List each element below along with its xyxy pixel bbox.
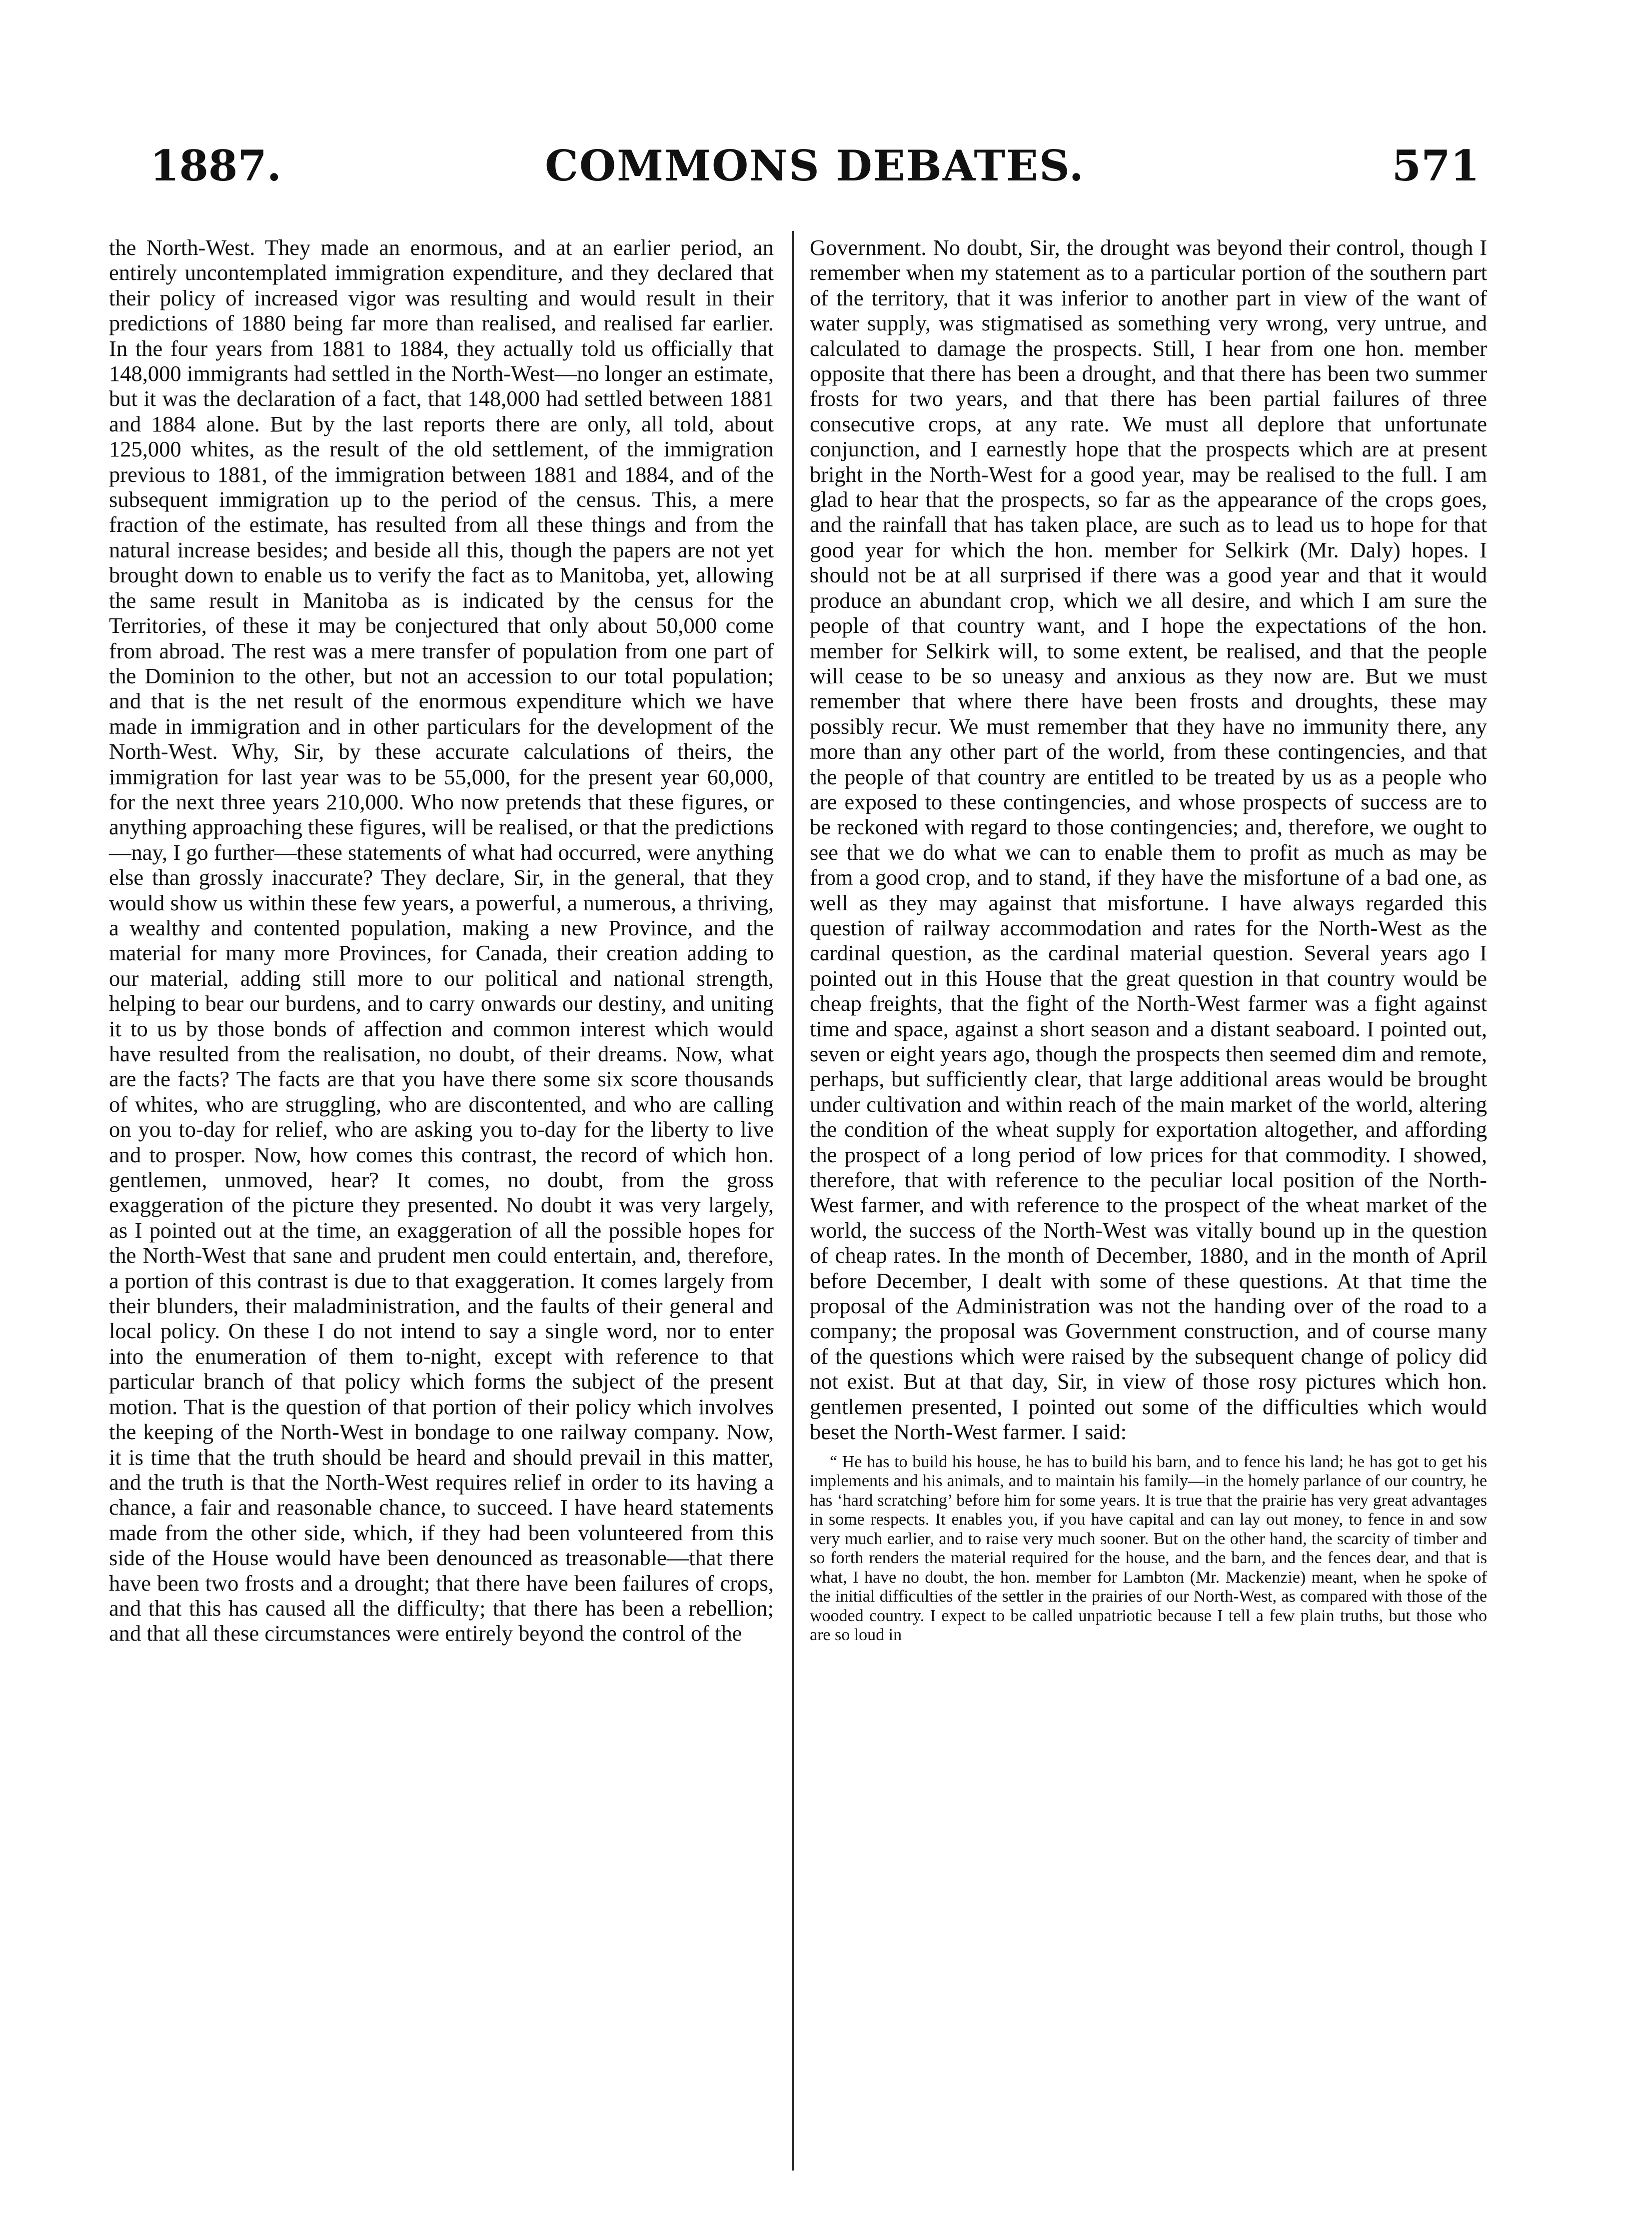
left-column-text: the North-West. They made an enormous, and at an earlier period, an entirely uncontemplated immigration expenditure, and they declared that their policy of increased vigor was resulting and would result in their predictions of 1880 being far more than realised, and realised far earlier. In the four years from 1881 to 1884, they actually told us officially that 148,000 immigrants had settled in the North-West—no longer an estimate, but it was the declaration of a fact, that 148,000 had settled between 1881 and 1884 alone. But by the last reports there are only, all told, about 125,000 whites, as the result of the old settlement, of the immigration previous to 1881, of the immigration between 1881 and 1884, and of the subsequent immigration up to the period of the census. This, a mere fraction of the estimate, has resulted from all these things and from the natural increase besides; and beside all this, though the papers are not yet brought down to enable us to verify the fact as to Manitoba, yet, allowing the same result in Manitoba as is indicated by the census for the Territories, of these it may be conjectured that only about 50,000 come from abroad. The rest was a mere transfer of population from one part of the Dominion to the other, but not an accession to our total population; and that is the net result of the enormous expenditure which we have made in immigration and in other particulars for the development of the North-West. Why, Sir, by these accurate calculations of theirs, the immigration for last year was to be 55,000, for the present year 60,000, for the next three years 210,000. Who now pretends that these figures, or anything approaching these figures, will be realised, or that the predictions—nay, I go further—these statements of what had occurred, were anything else than grossly inaccurate? They declare, Sir, in the general, that they would show us within these few years, a powerful, a numerous, a thriving, a wealthy and contented population, making a new Province, and the material for many more Provinces, for Canada, their creation adding to our material, adding still more to our political and national strength, helping to bear our burdens, and to carry onwards our destiny, and uniting it to us by those bonds of affection and common interest which would have resulted from the realisation, no doubt, of their dreams. Now, what are the facts? The facts are that you have there some six score thousands of whites, who are struggling, who are discontented, and who are calling on you to-day for relief, who are asking you to-day for the liberty to live and to prosper. Now, how comes this contrast, the record of which hon. gentlemen, unmoved, hear? It comes, no doubt, from the gross exaggeration of the picture they presented. No doubt it was very largely, as I pointed out at the time, an exaggeration of all the possible hopes for the North-West that sane and prudent men could entertain, and, therefore, a portion of this contrast is due to that exaggeration. It comes largely from their blunders, their maladministration, and the faults of their general and local policy. On these I do not intend to say a single word, nor to enter into the enumeration of them to-night, except with reference to that particular branch of that policy which forms the subject of the present motion. That is the question of that portion of their policy which involves the keeping of the North-West in bondage to one railway company. Now, it is time that the truth should be heard and should prevail in this matter, and the truth is that the North-West requires relief in order to its having a chance, a fair and reasonable chance, to succeed. I have heard statements made from the other side, which, if they had been volunteered from this side of the House would have been denounced as treasonable—that there have been two frosts and a drought; that there have been failures of crops, and that this has caused all the difficulty; that there has been a rebellion; and that all these circumstances were entirely beyond the control of the xyxy=(109,235,774,1646)
header-page-number: 571 xyxy=(1392,141,1480,190)
left-column xyxy=(109,235,774,1646)
right-column-text: Government. No doubt, Sir, the drought was beyond their control, though I remember when my statement as to a particular portion of the southern part of the territory, that it was inferior to another part in view of the want of water supply, was stigmatised as something very wrong, very untrue, and calculated to damage the prospects. Still, I hear from one hon. member opposite that there has been a drought, and that there has been two summer frosts for two years, and that there has been partial failures of three consecutive crops, at any rate. We must all deplore that unfortunate conjunction, and I earnestly hope that the prospects which are at present bright in the North-West for a good year, may be realised to the full. I am glad to hear that the prospects, so far as the appearance of the crops goes, and the rainfall that has taken place, are such as to lead us to hope for that good year for which the hon. member for Selkirk (Mr. Daly) hopes. I should not be at all surprised if there was a good year and that it would produce an abundant crop, which we all desire, and which I am sure the people of that country want, and I hope the expectations of the hon. member for Selkirk will, to some extent, be realised, and that the people will cease to be so uneasy and anxious as they now are. But we must remember that where there have been frosts and droughts, these may possibly recur. We must remember that they have no immunity there, any more than any other part of the world, from these contingencies, and that the people of that country are entitled to be treated by us as a people who are exposed to these contingencies, and whose prospects of success are to be reckoned with regard to those contingencies; and, therefore, we ought to see that we do what we can to enable them to profit as much as may be from a good crop, and to stand, if they have the misfortune of a bad one, as well as they may against that misfortune. I have always regarded this question of railway accommodation and rates for the North-West as the cardinal question, as the cardinal material question. Several years ago I pointed out in this House that the great question in that country would be cheap freights, that the fight of the North-West farmer was a fight against time and space, against a short season and a distant seaboard. I pointed out, seven or eight years ago, though the prospects then seemed dim and remote, perhaps, but sufficiently clear, that large additional areas would be brought under cultivation and within reach of the main market of the world, altering the condition of the wheat supply for exportation altogether, and affording the prospect of a long period of low prices for that commodity. I showed, therefore, that with reference to the peculiar local position of the North-West farmer, and with reference to the prospect of the wheat market of the world, the success of the North-West was vitally bound up in the question of cheap rates. In the month of December, 1880, and in the month of April before December, I dealt with some of these questions. At that time the proposal of the Administration was not the handing over of the road to a company; the proposal was Government construction, and of course many of the questions which were raised by the subsequent change of policy did not exist. But at that day, Sir, in view of those rosy pictures which hon. gentlemen presented, I pointed out some of the difficulties which would beset the North-West farmer. I said: xyxy=(810,235,1487,1445)
block-quote: “ He has to build his house, he has to build his barn, and to fence his land; he has got to get his implements and his animals, and to maintain his family—in the homely parlance of our country, he has ‘hard scratching’ before him for some years. It is true that the prairie has very great advantages in some respects. It enables you, if you have capital and can lay out money, to fence in and sow very much earlier, and to raise very much sooner. But on the other hand, the scarcity of timber and so forth renders the material required for the house, and the barn, and the fences dear, and that is what, I have no doubt, the hon. member for Lambton (Mr. Mackenzie) meant, when he spoke of the initial difficulties of the settler in the prairies of our North-West, as compared with those of the wooded country. I expect to be called unpatriotic because I tell a few plain truths, but those who are so loud in xyxy=(810,1452,1487,1644)
header-title: COMMONS DEBATES. xyxy=(545,141,1085,190)
column-divider xyxy=(792,231,794,2171)
page-header xyxy=(150,141,1480,196)
header-year: 1887. xyxy=(150,141,282,190)
right-column xyxy=(810,235,1487,1645)
